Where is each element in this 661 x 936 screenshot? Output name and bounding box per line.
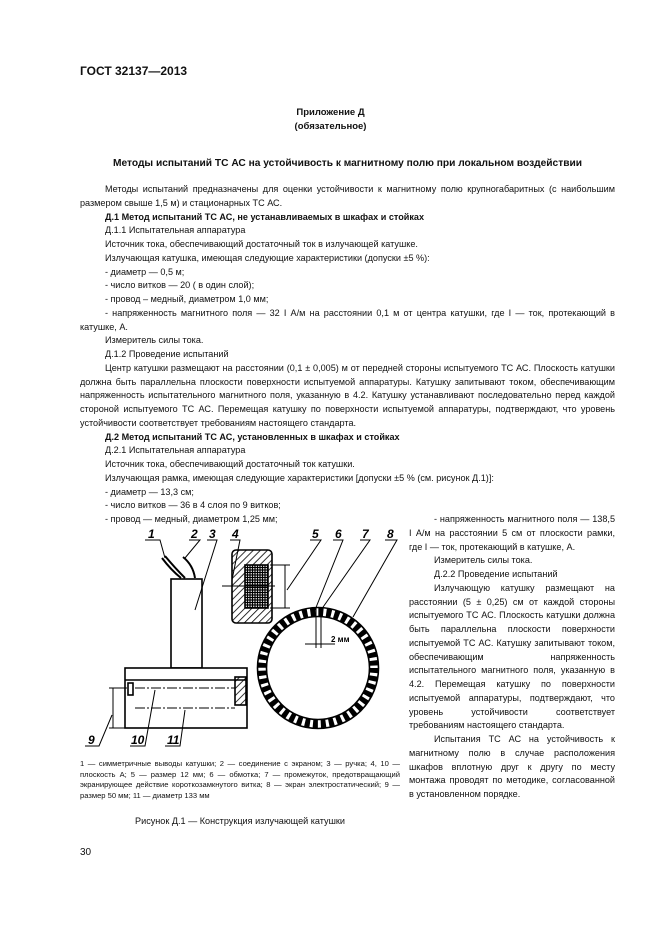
label-11: 11 [167, 733, 180, 747]
right-column-text [409, 513, 615, 802]
document-header: ГОСТ 32137—2013 [80, 64, 188, 78]
paragraph: Центр катушки размещают на расстоянии (0,1 ± 0,005) м от передней стороны испытуемого ТС АС. Плоскость катушки должна быть параллельна плоскости поверхности испытуемой аппаратуры. Катушку запитывают током, обеспечивающим напряженность испытательного магнитного поля, указанную в 4.2. Катушку устанавливают последовательно перед каждой стороной испытуемого ТС АС. Перемещая катушку по поверхности испытуемой аппаратуры, подтверждают, что уровень устойчивости соответствует требованиям настоящего стандарта. [80, 362, 615, 428]
page-number: 30 [80, 847, 92, 858]
paragraph: Источник тока, обеспечивающий достаточный ток в излучающей катушке. [105, 239, 418, 249]
label-1: 1 [148, 527, 155, 541]
paragraph: Д.2.1 Испытательная аппаратура [105, 445, 246, 456]
section-title: Методы испытаний ТС АС на устойчивость к магнитному полю при локальном воздействии [113, 158, 582, 169]
paragraph: Излучающая рамка, имеющая следующие характеристики [допуски ±5 % (см. рисунок Д.1)]: [105, 472, 494, 483]
label-9: 9 [88, 733, 95, 747]
paragraph: - диаметр — 0,5 м; [105, 266, 185, 277]
coil-side-view [109, 556, 247, 728]
paragraph: Испытания ТС АС на устойчивость к магнитному полю в случае расположения шкафов вплотную друг к другу по месту монтажа проводят по методике, согласованной в установленном порядке. [409, 734, 615, 799]
label-6: 6 [335, 527, 342, 541]
label-5: 5 [312, 527, 319, 541]
coil-construction-figure [85, 520, 405, 752]
paragraph: - провод — медный, диаметром 1,25 мм; [105, 514, 278, 524]
label-10: 10 [131, 733, 145, 747]
figure-caption: Рисунок Д.1 — Конструкция излучающей катушки [135, 816, 345, 826]
paragraph: Излучающую катушку размещают на расстоянии (5 ± 0,25) см от каждой стороны испытуемого ТС АС. Плоскость катушки должна быть параллельна плоскости поверхности испытуемой ТС АС. Катушку запитывают током, обеспечивающим напряженность испытательного магнитного поля, указанную в 4.2. Перемещая катушку по поверхности испытуемой аппаратуры, подтверждают, что уровень устойчивости соответствует требованиям настоящего стандарта. [409, 582, 615, 731]
paragraph: - провод – медный, диаметром 1,0 мм; [105, 294, 269, 304]
label-2: 2 [191, 527, 198, 541]
label-3: 3 [209, 527, 216, 541]
paragraph: Д.2.2 Проведение испытаний [434, 569, 558, 579]
label-8: 8 [387, 527, 394, 541]
paragraph: Излучающая катушка, имеющая следующие характеристики (допуски ±5 %): [105, 252, 430, 263]
paragraph: - число витков — 36 в 4 слоя по 9 витков; [105, 500, 281, 511]
paragraph: Измеритель силы тока. [434, 555, 533, 566]
section-heading: Д.1 Метод испытаний ТС АС, не устанавливаемых в шкафах и стойках [105, 211, 425, 222]
paragraph: - напряженность магнитного поля — 32 I А/м на расстоянии 0,1 м от центра катушки, где I — ток, протекающий в катушке, А. [80, 307, 615, 332]
section-heading: Д.2 Метод испытаний ТС АС, установленных в шкафах и стойках [105, 431, 400, 442]
winding-cross-section [222, 550, 290, 623]
paragraph: Д.1.1 Испытательная аппаратура [105, 225, 246, 236]
dimension-2mm: 2 мм [331, 635, 350, 644]
label-7: 7 [362, 527, 369, 541]
appendix-title: Приложение Д [296, 107, 365, 118]
label-4: 4 [232, 527, 239, 541]
electrostatic-screen-ring [258, 608, 379, 729]
figure-legend: 1 — симметричные выводы катушки; 2 — соединение с экраном; 3 — ручка; 4, 10 — плоскость А; 5 — размер 12 мм; 6 — обмотка; 7 — промежуток, предотвращающий экранирующее действие короткозамкнутого витка; 8 — экран электростатический; 9 — размер 50 мм; 11 — диаметр 133 мм [80, 759, 400, 800]
paragraph: - диаметр — 13,3 см; [105, 486, 194, 497]
paragraph: - напряженность магнитного поля — 138,5 I А/м на расстоянии 5 см от плоскости рамки, где I — ток, протекающий в катушке, А. [409, 514, 615, 552]
paragraph: Источник тока, обеспечивающий достаточный ток катушки. [105, 459, 355, 469]
main-text [80, 183, 615, 527]
paragraph: Методы испытаний предназначены для оценки устойчивости к магнитному полю крупногабаритных (с наибольшим размером свыше 1,5 м) и стационарных ТС АС. [80, 184, 615, 208]
paragraph: - число витков — 20 ( в один слой); [105, 280, 255, 291]
appendix-status: (обязательное) [294, 121, 367, 132]
paragraph: Измеритель силы тока. [105, 335, 204, 346]
paragraph: Д.1.2 Проведение испытаний [105, 349, 229, 359]
